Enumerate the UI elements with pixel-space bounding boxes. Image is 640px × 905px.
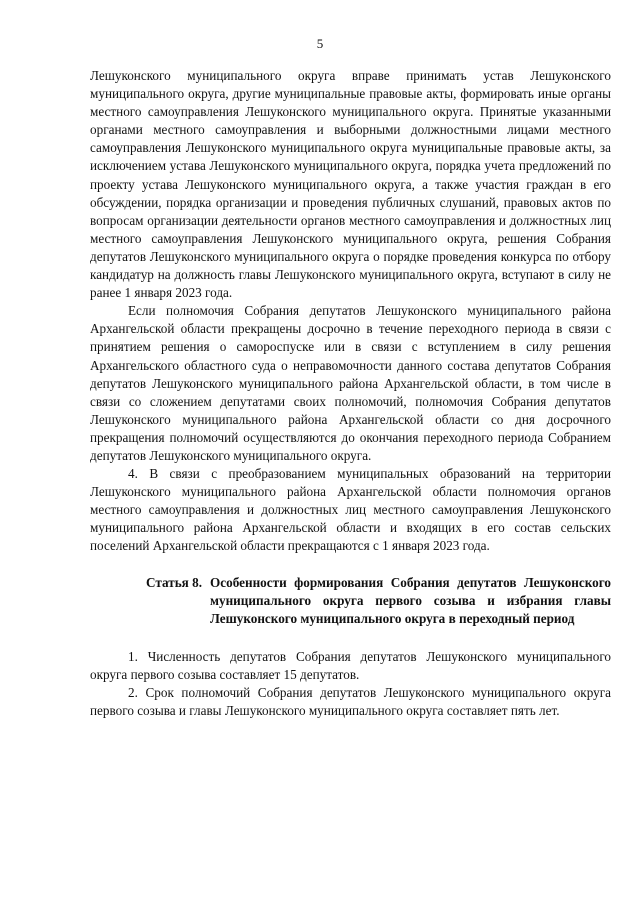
paragraph-continuation: Лешуконского муниципального округа вправе принимать устав Лешуконского муниципального округа, другие муниципальные правовые акты, формировать иные органы местного самоуправления Лешуконского муниципального округа. Принятые указанными органами местного самоуправления и выборными должностными лицами местного самоуправления Лешуконского муниципального округа муниципальные правовые акты, за исключением устава Лешуконского муниципального округа, порядка учета предложений по проекту устава Лешуконского муниципального округа, а также участия граждан в его обсуждении, порядка организации и проведения публичных слушаний, правовых актов по вопросам организации деятельности органов местного самоуправления и должностных лиц местного самоуправления Лешуконского муниципального округа, решения Собрания депутатов Лешуконского муниципального округа о порядке проведения конкурса по отбору кандидатур на должность главы Лешуконского муниципального округа, вступают в силу не ранее 1 января 2023 года. bbox=[90, 68, 611, 301]
article-title: Особенности формирования Собрания депутатов Лешуконского муниципального округа первого созыва и избрания главы Лешуконского муниципального округа в переходный период bbox=[210, 574, 611, 626]
paragraph-early-termination: Если полномочия Собрания депутатов Лешуконского муниципального района Архангельской области прекращены досрочно в течение переходного периода в связи с принятием решения о самороспуске или в связи с вступлением в силу решения Архангельского областного суда о неправомочности данного состава депутатов Собрания депутатов Лешуконского муниципального района Архангельской области, в том числе в связи со сложением депутатами своих полномочий, полномочия Собрания депутатов Лешуконского муниципального района Архангельской области со дня досрочного прекращения полномочий осуществляются до окончания переходного периода Собранием депутатов Лешуконского муниципального округа. bbox=[90, 303, 611, 463]
document-body bbox=[90, 67, 611, 720]
paragraph-item-1: 1. Численность депутатов Собрания депутатов Лешуконского муниципального округа первого созыва составляет 15 депутатов. bbox=[90, 648, 611, 682]
article-number: Статья 8. bbox=[145, 574, 202, 590]
article-heading bbox=[90, 574, 611, 628]
paragraph-item-2: 2. Срок полномочий Собрания депутатов Лешуконского муниципального округа первого созыва и главы Лешуконского муниципального округа составляет пять лет. bbox=[90, 685, 611, 719]
paragraph-item-4: 4. В связи с преобразованием муниципальных образований на территории Лешуконского муниципального района Архангельской области полномочия органов местного самоуправления и должностных лиц местного самоуправления Лешуконского муниципального района Архангельской области и входящих в его состав сельских поселений Архангельской области прекращаются с 1 января 2023 года. bbox=[90, 466, 611, 554]
page-number: 5 bbox=[316, 36, 324, 51]
